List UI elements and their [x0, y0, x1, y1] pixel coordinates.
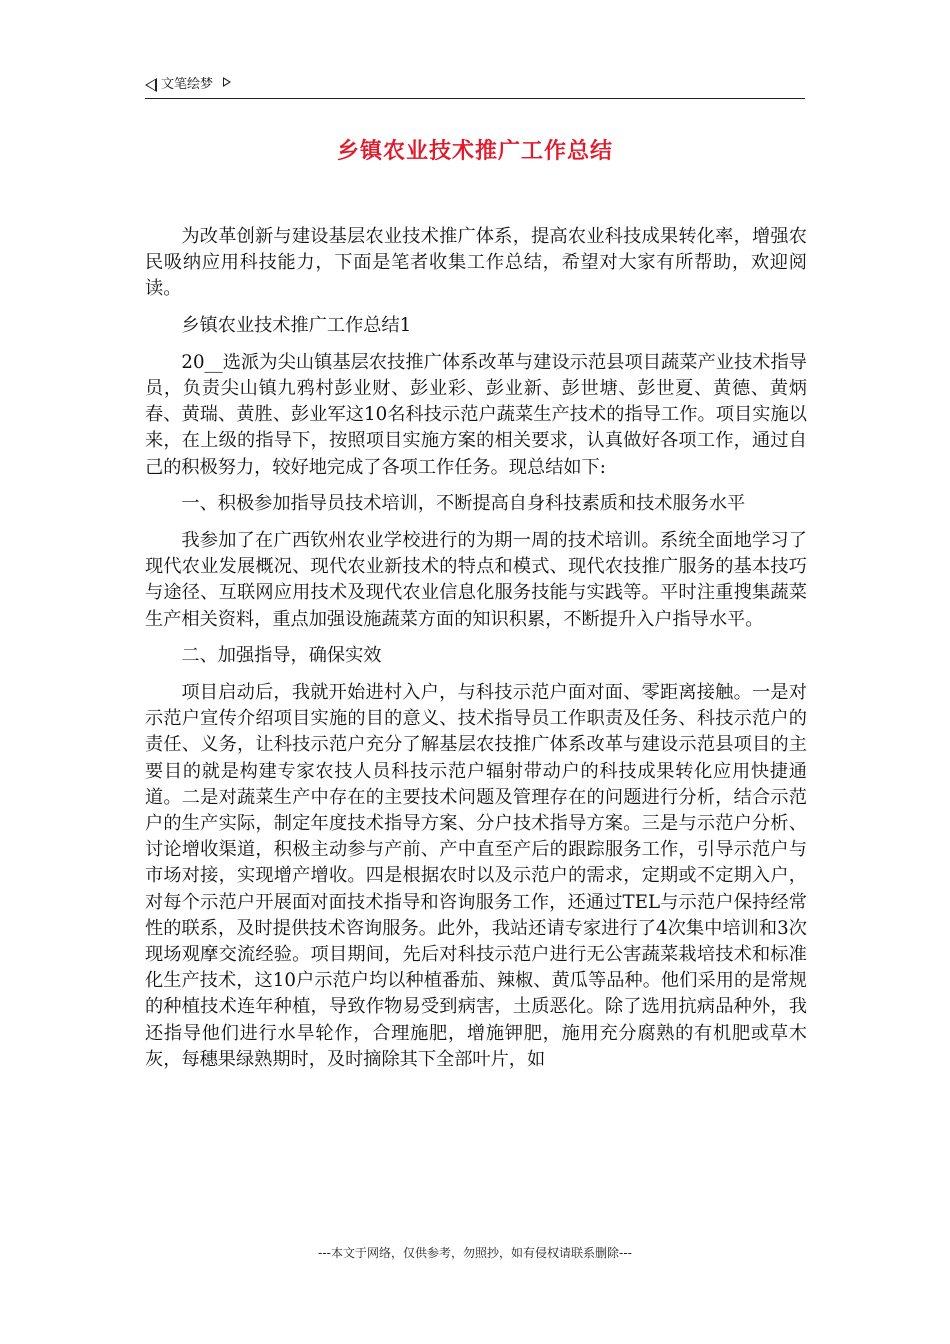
- paragraph: 我参加了在广西钦州农业学校进行的为期一周的技术培训。系统全面地学习了现代农业发展概况、现代农业新技术的特点和模式、现代农技推广服务的基本技巧与途径、互联网应用技术及现代农业信息化服务技能与实践等。平时注重搜集蔬菜生产相关资料，重点加强设施蔬菜方面的知识积累，不断提升入户指导水平。: [145, 530, 807, 630]
- triangle-right-icon: [223, 77, 231, 87]
- section-heading: 一、积极参加指导员技术培训，不断提高自身科技素质和技术服务水平: [181, 493, 746, 515]
- paragraph: 项目启动后，我就开始进村入户，与科技示范户面对面、零距离接触。一是对示范户宣传介绍项目实施的目的意义、技术指导员工作职责及任务、科技示范户的责任、义务，让科技示范户充分了解基层农技推广体系改革与建设示范县项目的主要目的就是构建专家农技人员科技示范户辐射带动户的科技成果转化应用快捷通道。二是对蔬菜生产中存在的主要技术问题及管理存在的问题进行分析，结合示范户的生产实际，制定年度技术指导方案、分户技术指导方案。三是与示范户分析、讨论增收渠道，积极主动参与产前、产中直至产后的跟踪服务工作，引导示范户与市场对接，实现增产增收。四是根据农时以及示范户的需求，定期或不定期入户，对每个示范户开展面对面技术指导和咨询服务工作，还通过TEL与示范户保持经常性的联系，及时提供技术咨询服务。此外，我站还请专家进行了4次集中培训和3次现场观摩交流经验。项目期间，先后对科技示范户进行无公害蔬菜栽培技术和标准化生产技术，这10户示范户均以种植番茄、辣椒、黄瓜等品种。他们采用的是常规的种植技术连年种植，导致作物易受到病害，土质恶化。除了选用抗病品种外，我还指导他们进行水旱轮作，合理施肥，增施钾肥，施用充分腐熟的有机肥或草木灰，每穗果绿熟期时，及时摘除其下全部叶片，如: [145, 682, 807, 1070]
- document-title: 乡镇农业技术推广工作总结: [336, 139, 613, 164]
- section-heading: 乡镇农业技术推广工作总结1: [181, 315, 412, 337]
- document-body: [145, 224, 807, 1084]
- footer-notice: ---本文于网络，仅供参考，勿照抄，如有侵权请联系删除---: [318, 1246, 632, 1260]
- paragraph: 20__选派为尖山镇基层农技推广体系改革与建设示范县项目蔬菜产业技术指导员，负责尖山镇九鸦村彭业财、彭业彩、彭业新、彭世塘、彭世夏、黄德、黄炳春、黄瑞、黄胜、彭业军这10名科技示范户蔬菜生产技术的指导工作。项目实施以来，在上级的指导下，按照项目实施方案的相关要求，认真做好各项工作，通过自己的积极努力，较好地完成了各项工作任务。现总结如下:: [145, 351, 807, 478]
- paragraph: 为改革创新与建设基层农业技术推广体系，提高农业科技成果转化率，增强农民吸纳应用科技能力，下面是笔者收集工作总结，希望对大家有所帮助，欢迎阅读。: [145, 226, 807, 300]
- page-header: [145, 75, 805, 99]
- brand-name: 文笔绘梦: [161, 77, 214, 92]
- brand: [145, 75, 231, 95]
- section-heading: 二、加强指导，确保实效: [181, 645, 382, 667]
- triangle-left-icon: [145, 78, 157, 92]
